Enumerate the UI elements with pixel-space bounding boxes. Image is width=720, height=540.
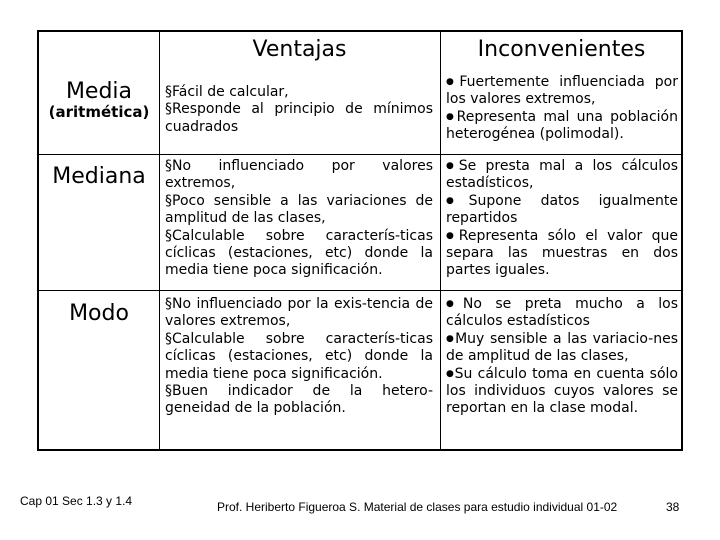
row-label-text: Media <box>65 79 133 104</box>
row-divider-2 <box>39 290 681 291</box>
list-item: § Calculable sobre caracterís-ticas cíclicas (estaciones, etc) donde la media tiene poca significación. <box>165 331 433 383</box>
list-item: ● Supone datos igualmente repartidos <box>446 193 678 228</box>
list-item: ● Su cálculo toma en cuenta sólo los individuos cuyos valores se reportan en la clase modal. <box>446 366 678 418</box>
list-item: § Responde al principio de mínimos cuadrados <box>165 101 433 136</box>
list-item: ● Representa mal una población heterogénea (polimodal). <box>446 109 678 144</box>
mediana-inconvenientes-cell <box>446 158 678 280</box>
media-ventajas-cell <box>165 84 433 136</box>
modo-inconvenientes-cell <box>446 296 678 418</box>
header-ventajas: Ventajas <box>252 37 347 62</box>
page-number: 38 <box>666 500 680 514</box>
media-inconvenientes-cell <box>446 74 678 144</box>
modo-ventajas-cell <box>165 296 433 418</box>
comparison-table <box>37 30 683 451</box>
column-divider-2 <box>440 32 441 449</box>
footer-author: Prof. Heriberto Figueroa S. Material de clases para estudio individual 01-02 <box>217 500 618 514</box>
column-divider-1 <box>159 32 160 449</box>
header-inconvenientes: Inconvenientes <box>477 37 646 62</box>
row-label-text: Modo <box>69 301 129 326</box>
row-divider-1 <box>39 154 681 155</box>
list-item: § Calculable sobre caracterís-ticas cíclicas (estaciones, etc) donde la media tiene poca significación. <box>165 228 433 280</box>
row-sublabel: (aritmética) <box>48 103 150 122</box>
list-item: § Buen indicador de la hetero-geneidad de la población. <box>165 383 433 418</box>
row-label-text: Mediana <box>52 164 146 189</box>
list-item: ● Representa sólo el valor que separa las muestras en dos partes iguales. <box>446 228 678 280</box>
list-item: § Fácil de calcular, <box>165 84 433 101</box>
list-item: ● Fuertemente influenciada por los valores extremos, <box>446 74 678 109</box>
list-item: § Poco sensible a las variaciones de amplitud de las clases, <box>165 193 433 228</box>
mediana-ventajas-cell <box>165 158 433 280</box>
list-item: § No influenciado por la exis-tencia de valores extremos, <box>165 296 433 331</box>
list-item: ● No se preta mucho a los cálculos estadísticos <box>446 296 678 331</box>
footer-section-ref: Cap 01 Sec 1.3 y 1.4 <box>20 494 133 508</box>
row-label-media <box>39 80 159 121</box>
row-label-modo <box>39 302 159 326</box>
list-item: ● Se presta mal a los cálculos estadísticos, <box>446 158 678 193</box>
list-item: § No influenciado por valores extremos, <box>165 158 433 193</box>
list-item: ● Muy sensible a las variacio-nes de amplitud de las clases, <box>446 331 678 366</box>
row-label-mediana <box>39 165 159 189</box>
